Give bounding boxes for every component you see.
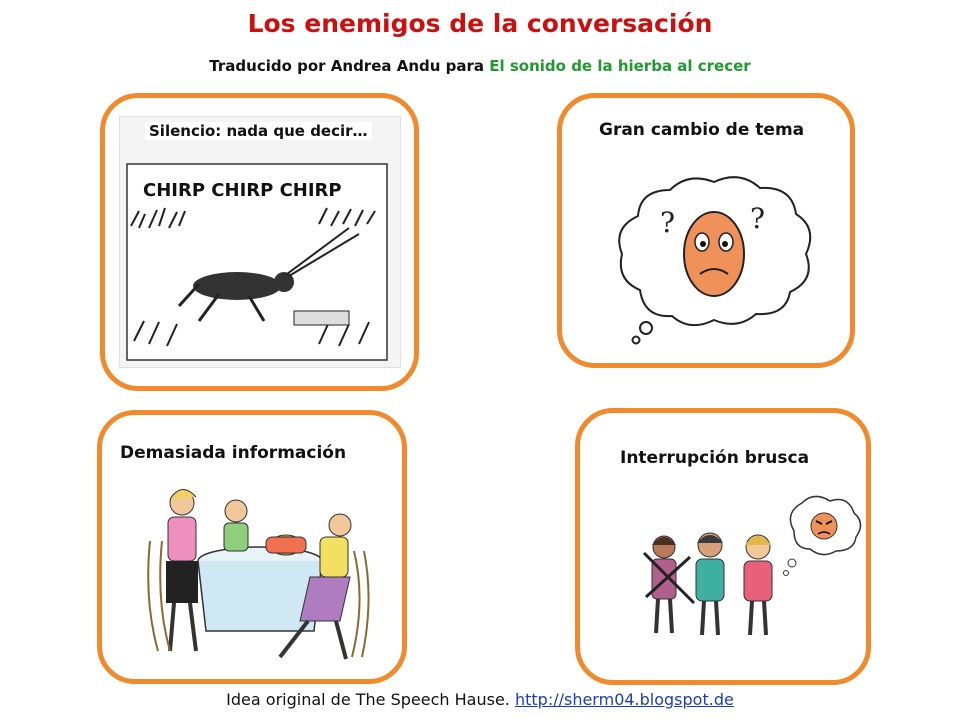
card-interruption — [575, 408, 871, 685]
blog-link[interactable]: El sonido de la hierba al crecer — [489, 57, 751, 75]
card-label-too-much-info: Demasiada información — [120, 443, 347, 463]
bored-people-table-illustration — [140, 481, 370, 673]
card-topic-change — [557, 93, 855, 368]
worried-egg-thought-illustration — [610, 170, 820, 345]
subtitle-prefix: Traducido por Andrea Andu para — [209, 57, 485, 75]
card-label-interruption: Interrupción brusca — [620, 448, 810, 468]
card-silence — [100, 93, 419, 391]
svg-text:?: ? — [750, 202, 766, 235]
footer-link[interactable]: http://sherm04.blogspot.de — [514, 690, 734, 709]
card-label-topic-change: Gran cambio de tema — [599, 120, 805, 140]
cricket-illustration — [119, 116, 401, 368]
page-title: Los enemigos de la conversación — [247, 9, 713, 38]
svg-text:?: ? — [660, 206, 676, 239]
card-label-silence: Silencio: nada que decir… — [145, 122, 372, 140]
footer-text: Idea original de The Speech Hause. — [226, 690, 510, 709]
interrupting-people-illustration — [634, 493, 864, 645]
chirp-text: CHIRP CHIRP CHIRP — [143, 180, 342, 201]
subtitle — [0, 57, 960, 75]
footer — [0, 690, 960, 709]
card-too-much-info — [97, 410, 407, 684]
